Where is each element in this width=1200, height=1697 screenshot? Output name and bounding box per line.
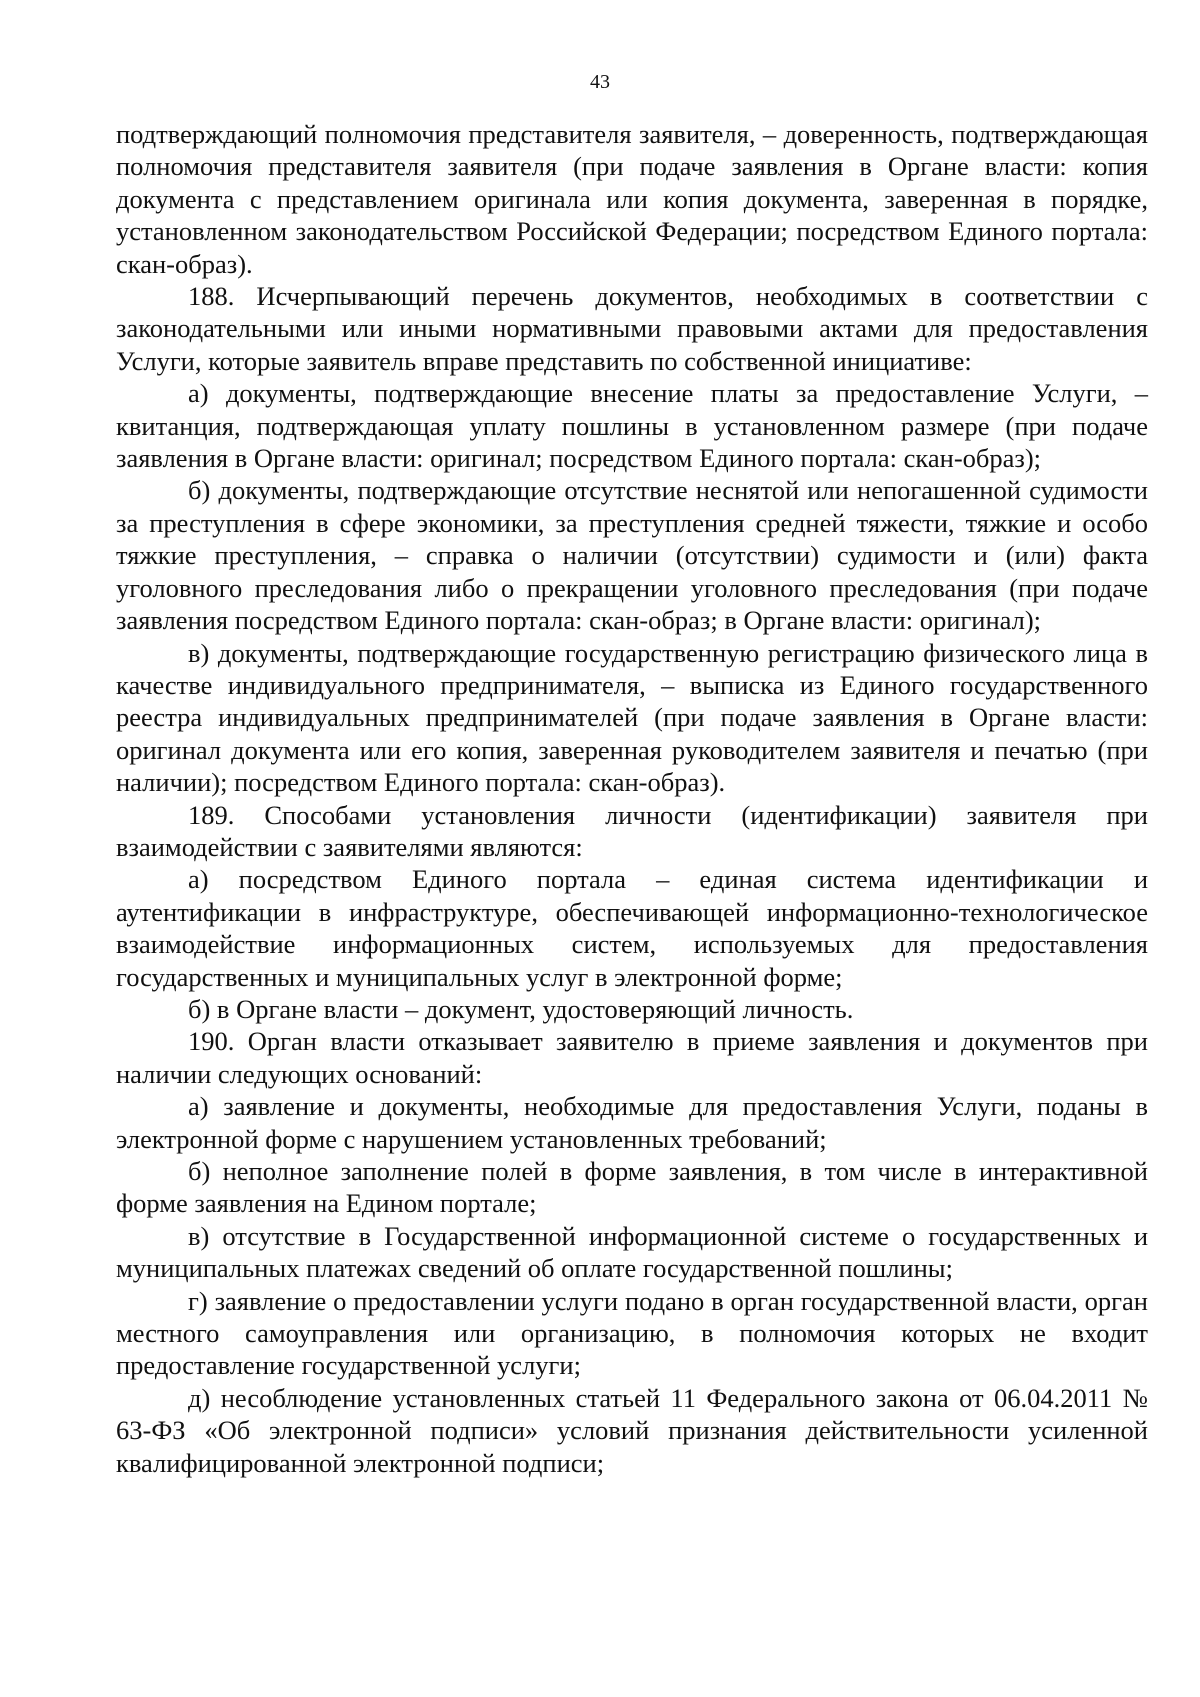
paragraph-190-v: в) отсутствие в Государственной информационной системе о государственных и муниципальных платежах сведений об оплате государственной пошлины; (116, 1220, 1148, 1284)
paragraph-190-a: а) заявление и документы, необходимые для предоставления Услуги, поданы в электронной форме с нарушением установленных требований; (116, 1091, 1148, 1154)
paragraph-188: 188. Исчерпывающий перечень документов, необходимых в соответствии с законодательными или иными нормативными правовыми актами для предоставления Услуги, которые заявитель вправе представить по собственной инициативе: (116, 281, 1148, 376)
page-number: 43 (590, 71, 610, 93)
paragraph-188-b: б) документы, подтверждающие отсутствие неснятой или непогашенной судимости за преступления в сфере экономики, за преступления средней тяжести, тяжкие и особо тяжкие преступления, – справка о наличии (отсутствии) судимости и (или) факта уголовного преследования либо о прекращении уголовного преследования (при подаче заявления посредством Единого портала: скан-образ; в Органе власти: оригинал); (116, 475, 1148, 636)
paragraph-190-b: б) неполное заполнение полей в форме заявления, в том числе в интерактивной форме заявления на Едином портале; (116, 1156, 1148, 1219)
paragraph-189-b: б) в Органе власти – документ, удостоверяющий личность. (188, 993, 854, 1024)
paragraph-188-v: в) документы, подтверждающие государственную регистрацию физического лица в качестве индивидуального предпринимателя, – выписка из Единого государственного реестра индивидуальных предпринимателей (при подаче заявления в Органе власти: оригинал документа или его копия, заверенная руководителем заявителя и печатью (при наличии); посредством Единого портала: скан-образ). (116, 637, 1148, 798)
paragraph-190: 190. Орган власти отказывает заявителю в приеме заявления и документов при наличии следующих оснований: (116, 1026, 1148, 1089)
paragraph-190-g: г) заявление о предоставлении услуги подано в орган государственной власти, орган местного самоуправления или организацию, в полномочия которых не входит предоставление государственной услуги; (116, 1285, 1148, 1381)
paragraph-188-a: а) документы, подтверждающие внесение платы за предоставление Услуги, – квитанция, подтверждающая уплату пошлины в установленном размере (при подаче заявления в Органе власти: оригинал; посредством Единого портала: скан-образ); (116, 378, 1148, 474)
paragraph-continuation: подтверждающий полномочия представителя заявителя, – доверенность, подтверждающая полномочия представителя заявителя (при подаче заявления в Органе власти: копия документа с представлением оригинала или копия документа, заверенная в порядке, установленном законодательством Российской Федерации; посредством Единого портала: скан-образ). (116, 119, 1148, 279)
paragraph-190-d: д) несоблюдение установленных статьей 11 Федерального закона от 06.04.2011 № 63-ФЗ «Об электронной подписи» условий признания действительности усиленной квалифицированной электронной подписи; (116, 1382, 1148, 1478)
document-body (116, 118, 1148, 1479)
paragraph-189: 189. Способами установления личности (идентификации) заявителя при взаимодействии с заявителями являются: (116, 799, 1148, 862)
paragraph-189-a: а) посредством Единого портала – единая система идентификации и аутентификации в инфраструктуре, обеспечивающей информационно-технологическое взаимодействие информационных систем, используемых для предоставления государственных и муниципальных услуг в электронной форме; (116, 864, 1148, 992)
